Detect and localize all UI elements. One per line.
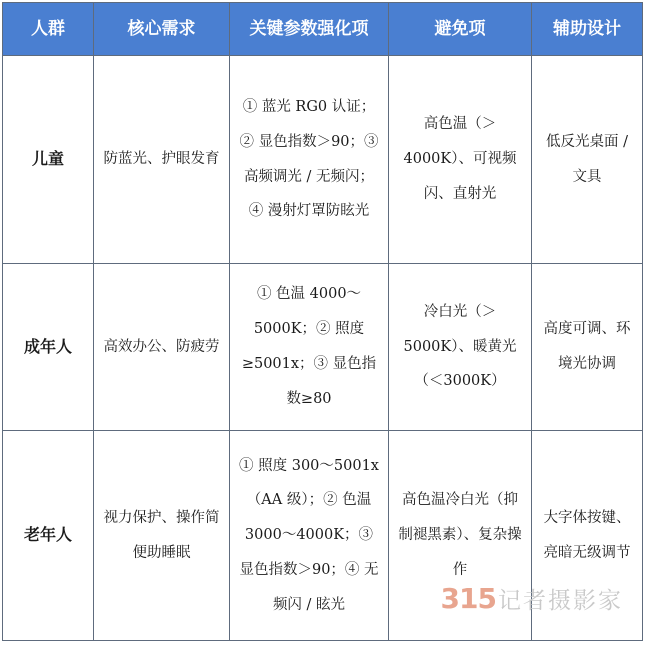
row-aux-cell: 大字体按键、亮暗无级调节	[532, 431, 643, 641]
table-row	[3, 431, 643, 641]
header-aux: 辅助设计	[532, 3, 643, 56]
row-avoid-cell: 冷白光（＞5000K）、暖黄光（＜3000K）	[389, 264, 532, 431]
row-avoid-cell: 高色温冷白光（抑制褪黑素）、复杂操作	[389, 431, 532, 641]
table-header	[3, 3, 643, 56]
header-group: 人群	[3, 3, 94, 56]
header-params: 关键参数强化项	[230, 3, 389, 56]
row-need-cell: 视力保护、操作简便助睡眠	[94, 431, 230, 641]
row-params-cell: ① 蓝光 RG0 认证；② 显色指数＞90；③ 高频调光 / 无频闪；④ 漫射灯罩防眩光	[230, 56, 389, 264]
watermark-text: 记者摄影家	[498, 588, 623, 614]
row-aux-cell: 高度可调、环境光协调	[532, 264, 643, 431]
row-aux-cell: 低反光桌面 / 文具	[532, 56, 643, 264]
table-row	[3, 56, 643, 264]
comparison-table	[2, 2, 643, 641]
row-need-cell: 高效办公、防疲劳	[94, 264, 230, 431]
row-avoid-cell: 高色温（＞4000K）、可视频闪、直射光	[389, 56, 532, 264]
header-need: 核心需求	[94, 3, 230, 56]
row-group-label: 儿童	[3, 56, 94, 264]
row-params-cell: ① 色温 4000～5000K；② 照度≥5001x；③ 显色指数≥80	[230, 264, 389, 431]
row-need-cell: 防蓝光、护眼发育	[94, 56, 230, 264]
row-group-label: 老年人	[3, 431, 94, 641]
row-params-cell: ① 照度 300～5001x（AA 级）；② 色温 3000～4000K；③ 显色指数＞90；④ 无频闪 / 眩光	[230, 431, 389, 641]
header-row	[3, 3, 643, 56]
watermark-number: 315	[440, 582, 496, 615]
table-row	[3, 264, 643, 431]
header-avoid: 避免项	[389, 3, 532, 56]
table-body	[3, 56, 643, 641]
row-group-label: 成年人	[3, 264, 94, 431]
